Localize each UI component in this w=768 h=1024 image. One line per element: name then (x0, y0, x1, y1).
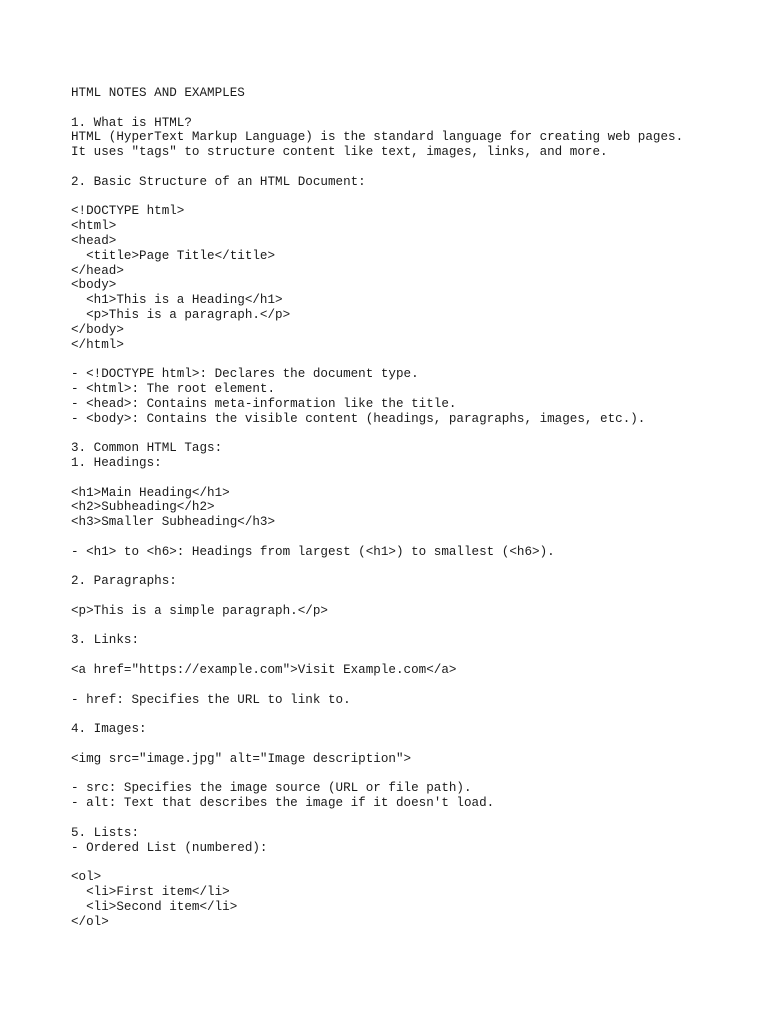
blank-line (71, 767, 751, 782)
bullet-line: - href: Specifies the URL to link to. (71, 692, 351, 707)
blank-line (71, 101, 751, 116)
subsection-heading: 5. Lists: (71, 825, 140, 840)
blank-line (71, 471, 751, 486)
code-line: <img src="image.jpg" alt="Image description"> (71, 751, 412, 766)
code-line: </body> (71, 322, 124, 337)
blank-line (71, 737, 751, 752)
subsection-heading: 2. Paragraphs: (71, 574, 177, 589)
section-heading: 1. What is HTML? (71, 115, 192, 130)
bullet-line: - src: Specifies the image source (URL or file path). (71, 781, 472, 796)
code-line: <head> (71, 233, 117, 248)
text-line: It uses "tags" to structure content like text, images, links, and more. (71, 145, 608, 160)
bullet-line: - <body>: Contains the visible content (headings, paragraphs, images, etc.). (71, 411, 646, 426)
section-heading: 2. Basic Structure of an HTML Document: (71, 174, 366, 189)
bullet-line: - <html>: The root element. (71, 381, 276, 396)
blank-line (71, 352, 751, 367)
document-page (71, 86, 751, 929)
code-line: <!DOCTYPE html> (71, 204, 185, 219)
code-line: <title>Page Title</title> (71, 248, 276, 263)
code-line: <h2>Subheading</h2> (71, 500, 215, 515)
bullet-line: - Ordered List (numbered): (71, 840, 268, 855)
bullet-line: - <head>: Contains meta-information like the title. (71, 396, 457, 411)
code-line: <h3>Smaller Subheading</h3> (71, 515, 276, 530)
code-line: <html> (71, 219, 117, 234)
blank-line (71, 589, 751, 604)
section-heading: 3. Common HTML Tags: (71, 441, 223, 456)
blank-line (71, 190, 751, 205)
blank-line (71, 530, 751, 545)
blank-line (71, 707, 751, 722)
blank-line (71, 678, 751, 693)
bullet-line: - <h1> to <h6>: Headings from largest (<h1>) to smallest (<h6>). (71, 544, 555, 559)
code-line: <ol> (71, 870, 102, 885)
blank-line (71, 426, 751, 441)
code-line: </html> (71, 337, 124, 352)
bullet-line: - <!DOCTYPE html>: Declares the document type. (71, 367, 419, 382)
subsection-heading: 3. Links: (71, 633, 140, 648)
code-line: <a href="https://example.com">Visit Example.com</a> (71, 663, 457, 678)
subsection-heading: 4. Images: (71, 722, 147, 737)
code-line: <p>This is a paragraph.</p> (71, 307, 291, 322)
code-line: <h1>This is a Heading</h1> (71, 293, 283, 308)
blank-line (71, 855, 751, 870)
subsection-heading: 1. Headings: (71, 455, 162, 470)
blank-line (71, 648, 751, 663)
code-line: </ol> (71, 914, 109, 929)
blank-line (71, 560, 751, 575)
code-line: <li>First item</li> (71, 885, 230, 900)
code-line: </head> (71, 263, 124, 278)
blank-line (71, 811, 751, 826)
code-line: <h1>Main Heading</h1> (71, 485, 230, 500)
text-line: HTML (HyperText Markup Language) is the standard language for creating web pages. (71, 130, 684, 145)
blank-line (71, 160, 751, 175)
code-line: <body> (71, 278, 117, 293)
code-line: <p>This is a simple paragraph.</p> (71, 603, 328, 618)
bullet-line: - alt: Text that describes the image if it doesn't load. (71, 796, 495, 811)
blank-line (71, 619, 751, 634)
document-title: HTML NOTES AND EXAMPLES (71, 86, 245, 100)
code-line: <li>Second item</li> (71, 899, 238, 914)
